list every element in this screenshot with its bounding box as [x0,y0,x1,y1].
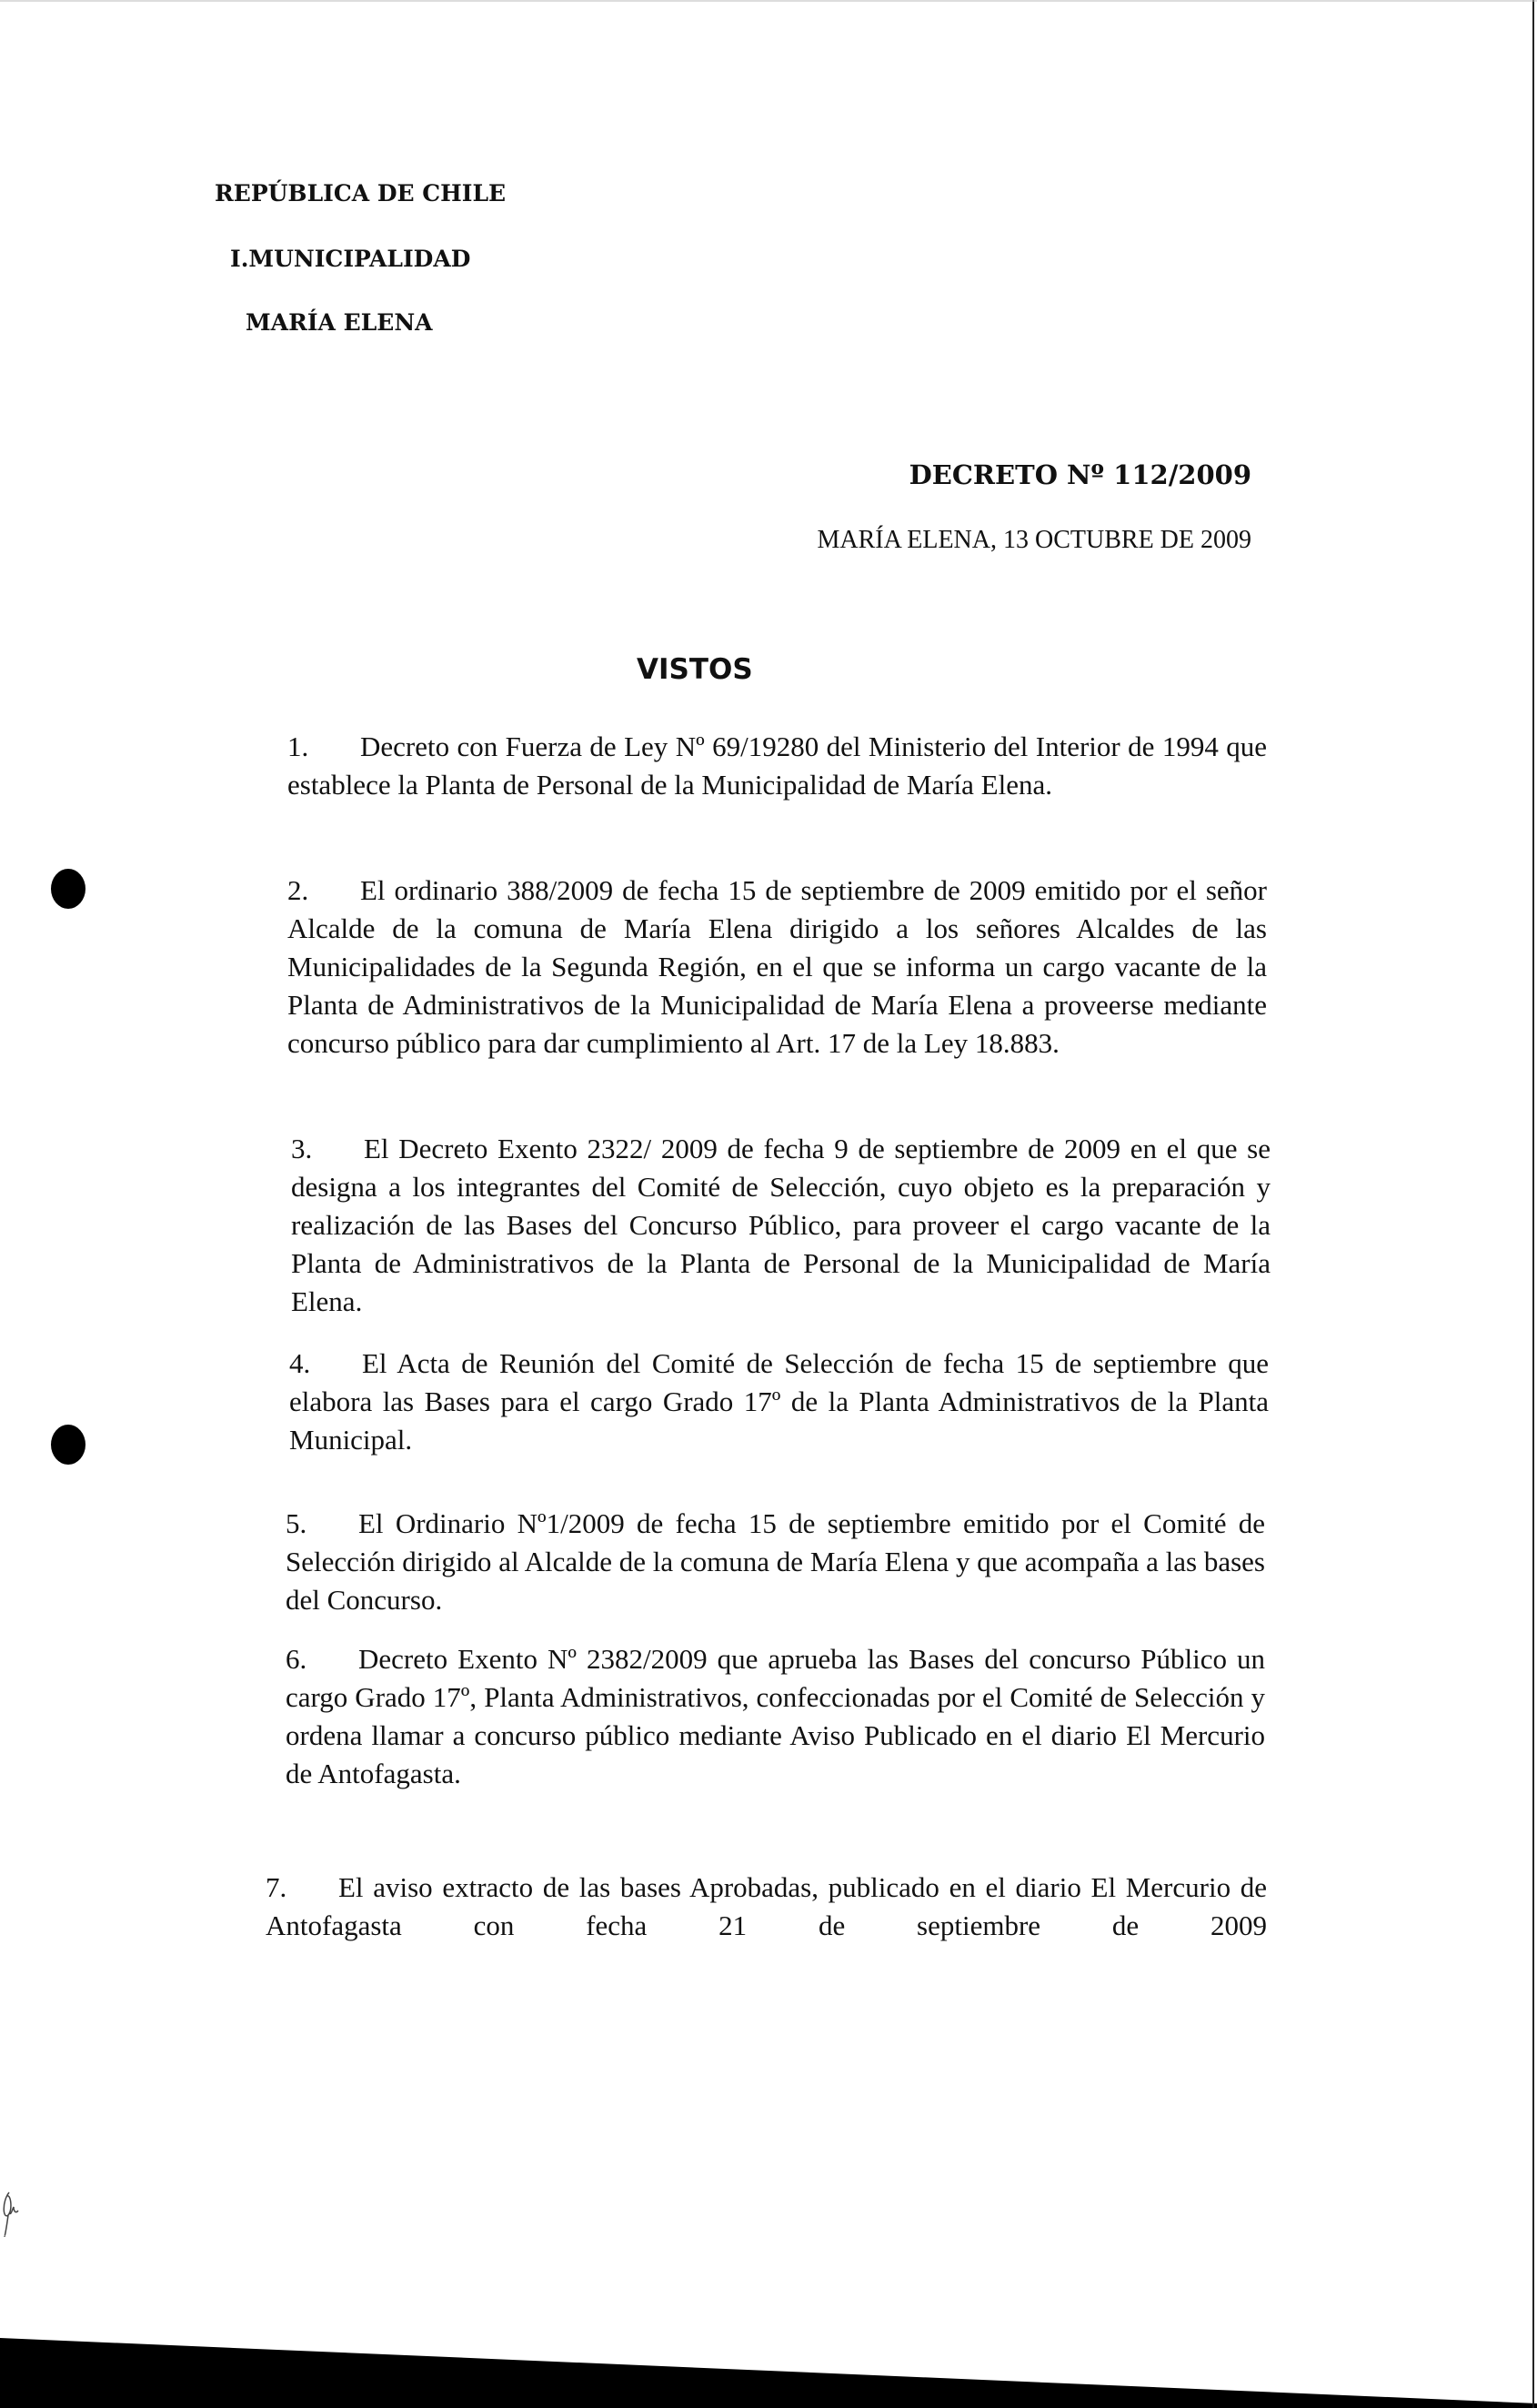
item-text: El Ordinario Nº1/2009 de fecha 15 de septiembre emitido por el Comité de Selección dirigido al Alcalde de la comuna de María Elena y que acompaña a las bases del Concurso. [286,1507,1265,1616]
item-number: 5. [286,1507,307,1539]
country-heading: REPÚBLICA DE CHILE [215,180,507,207]
item-number: 1. [287,730,309,762]
item-text: El aviso extracto de las bases Aprobadas, publicado en el diario El Mercurio de Antofagasta con fecha 21 de septiembre de 2009 [266,1871,1267,1941]
item-number: 3. [291,1133,313,1164]
institution-heading: I.MUNICIPALIDAD [230,246,471,272]
item-number: 6. [286,1643,307,1675]
item-text: El ordinario 388/2009 de fecha 15 de septiembre de 2009 emitido por el señor Alcalde de la comuna de María Elena dirigido a los señores Alcaldes de las Municipalidades de la Segunda Región, en el que se informa un cargo vacante de la Planta de Administrativos de la Municipalidad de María Elena a proveerse mediante concurso público para dar cumplimiento al Art. 17 de la Ley 18.883. [287,874,1267,1059]
item-text: Decreto con Fuerza de Ley Nº 69/19280 del Ministerio del Interior de 1994 que establece la Planta de Personal de la Municipalidad de María Elena. [287,730,1267,801]
item-number: 4. [289,1347,311,1379]
decree-place-date: MARÍA ELENA, 13 OCTUBRE DE 2009 [817,526,1251,554]
commune-heading: MARÍA ELENA [246,309,433,336]
item-text: El Acta de Reunión del Comité de Selección de fecha 15 de septiembre que elabora las Bases para el cargo Grado 17º de la Planta Administrativos de la Planta Municipal. [289,1347,1269,1456]
item-text: El Decreto Exento 2322/ 2009 de fecha 9 de septiembre de 2009 en el que se designa a los integrantes del Comité de Selección, cuyo objeto es la preparación y realización de las Bases del Concurso Público, para proveer el cargo vacante de la Planta de Administrativos de la Planta de Personal de la Municipalidad de María Elena. [291,1133,1271,1317]
item-number: 2. [287,874,309,906]
decree-number: DECRETO Nº 112/2009 [909,459,1251,490]
section-title: VISTOS [637,653,753,686]
item-number: 7. [266,1871,287,1903]
item-text: Decreto Exento Nº 2382/2009 que aprueba las Bases del concurso Público un cargo Grado 17º, Planta Administrativos, confeccionadas por el Comité de Selección y ordena llamar a concurso público mediante Aviso Publicado en el diario El Mercurio de Antofagasta. [286,1643,1265,1789]
